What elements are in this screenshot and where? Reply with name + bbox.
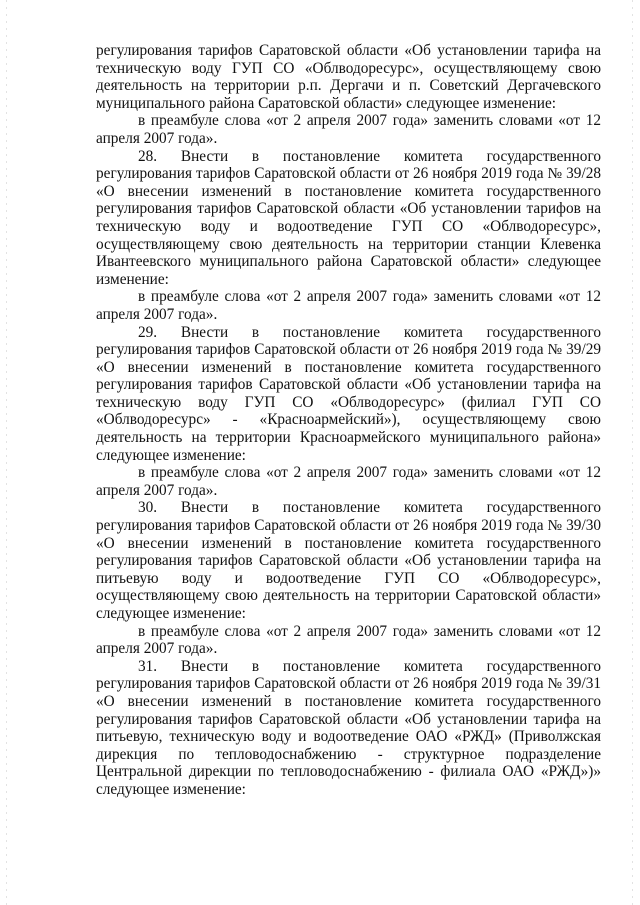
- document-line: 29. Внести в постановление комитета государственного: [138, 323, 601, 341]
- document-line: регулирования тарифов Саратовской области от 26 ноября 2019 года № 39/30: [96, 517, 601, 535]
- document-line: апреля 2007 года».: [96, 640, 218, 658]
- document-line: муниципального района Саратовской области» следующее изменение:: [96, 94, 556, 112]
- document-line: регулирования тарифов Саратовской области «Об установлении тарифа на: [96, 42, 601, 59]
- document-line: техническую воду ГУП СО «Облводоресурс», осуществляющему свою: [96, 59, 601, 77]
- document-line: техническую воду и водоотведение ГУП СО «Облводоресурс»,: [96, 217, 601, 235]
- document-line: регулирования тарифов Саратовской области «Об установлении тарифа на: [96, 710, 601, 728]
- document-line: «О внесении изменений в постановление комитета государственного: [96, 182, 601, 200]
- document-line: питьевую, техническую воду и водоотведение ОАО «РЖД» (Приволжская: [96, 728, 601, 746]
- document-line: регулирования тарифов Саратовской области «Об установлении тарифов на: [96, 200, 601, 218]
- scan-edge-left: [6, 0, 7, 905]
- document-line: деятельность на территории Красноармейского муниципального района»: [96, 429, 601, 447]
- document-line: дирекция по тепловодоснабжению - структурное подразделение: [96, 745, 601, 763]
- scan-edge-right: [632, 0, 633, 905]
- document-line: следующее изменение:: [96, 605, 246, 622]
- document-line: в преамбуле слова «от 2 апреля 2007 года» заменить словами «от 12: [138, 288, 601, 306]
- document-line: питьевую воду и водоотведение ГУП СО «Облводоресурс»,: [96, 569, 601, 587]
- document-line: «О внесении изменений в постановление комитета государственного: [96, 534, 601, 552]
- document-line: 28. Внести в постановление комитета государственного: [138, 147, 601, 165]
- document-line: техническую воду ГУП СО «Облводоресурс» (филиал ГУП СО: [96, 393, 601, 411]
- document-line: «Облводоресурс» - «Красноармейский»), осуществляющему свою: [96, 411, 601, 429]
- document-line: 31. Внести в постановление комитета государственного: [138, 657, 601, 675]
- document-line: апреля 2007 года».: [96, 129, 218, 147]
- document-body: [96, 42, 601, 799]
- document-line: в преамбуле слова «от 2 апреля 2007 года» заменить словами «от 12: [138, 112, 601, 130]
- document-line: регулирования тарифов Саратовской области от 26 ноября 2019 года № 39/29: [96, 341, 601, 359]
- document-line: регулирования тарифов Саратовской области от 26 ноября 2019 года № 39/31: [96, 675, 601, 693]
- document-line: Центральной дирекции по тепловодоснабжению - филиала ОАО «РЖД»)»: [96, 763, 601, 781]
- document-line: в преамбуле слова «от 2 апреля 2007 года» заменить словами «от 12: [138, 622, 601, 640]
- document-line: апреля 2007 года».: [96, 305, 218, 323]
- document-line: деятельность на территории р.п. Дергачи и п. Советский Дергачевского: [96, 77, 601, 95]
- document-line: изменение:: [96, 270, 169, 288]
- document-line: осуществляющему свою деятельность на территории станции Клевенка: [96, 235, 601, 253]
- document-line: следующее изменение:: [96, 780, 246, 798]
- document-line: Ивантеевского муниципального района Саратовской области» следующее: [96, 253, 601, 271]
- document-line: следующее изменение:: [96, 446, 246, 464]
- document-line: «О внесении изменений в постановление комитета государственного: [96, 358, 601, 376]
- document-line: 30. Внести в постановление комитета государственного: [138, 499, 601, 517]
- document-line: регулирования тарифов Саратовской области «Об установлении тарифа на: [96, 552, 601, 570]
- document-line: в преамбуле слова «от 2 апреля 2007 года» заменить словами «от 12: [138, 464, 601, 482]
- document-line: осуществляющему свою деятельность на территории Саратовской области»: [96, 587, 601, 605]
- document-line: «О внесении изменений в постановление комитета государственного: [96, 692, 601, 710]
- document-line: регулирования тарифов Саратовской области от 26 ноября 2019 года № 39/28: [96, 165, 601, 183]
- document-line: регулирования тарифов Саратовской области «Об установлении тарифа на: [96, 376, 601, 394]
- document-line: апреля 2007 года».: [96, 481, 218, 499]
